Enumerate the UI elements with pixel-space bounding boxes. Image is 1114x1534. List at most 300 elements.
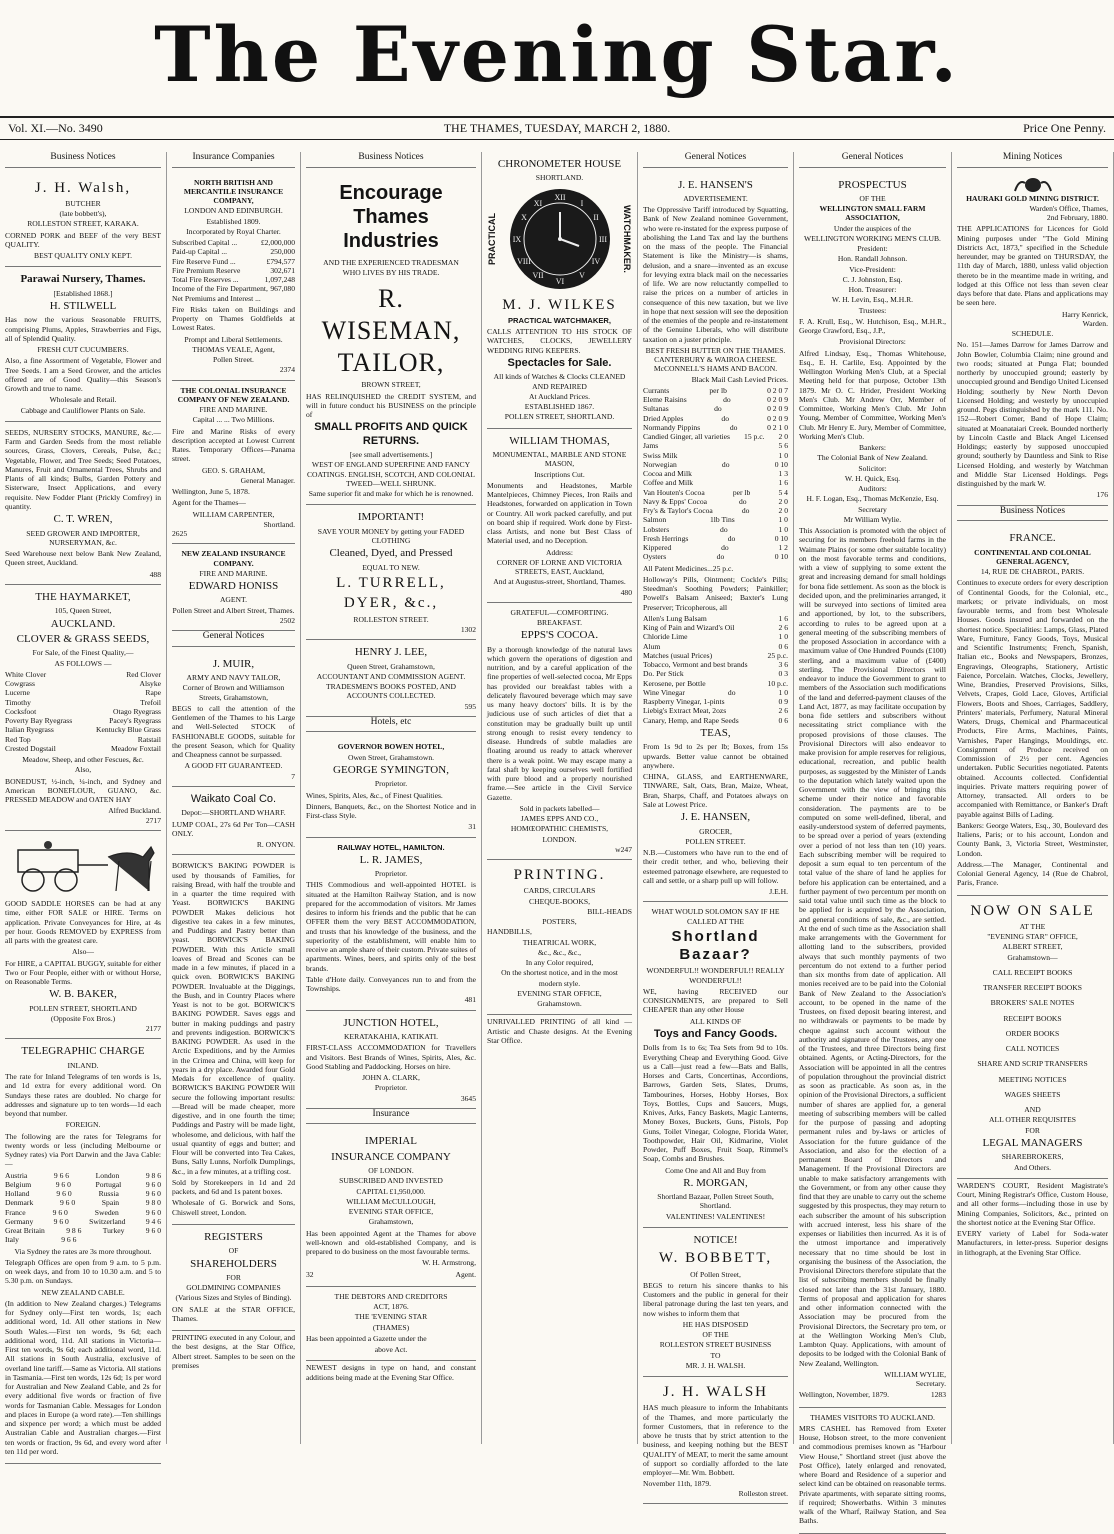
column-1 [0, 152, 167, 1456]
ad-text: Alfred Lindsay, Esq., Thomas Whitehouse, Esq., E. H. Carlile, Esq. Appointed by the Wellington Working Men's Club, at a Special Meeting held for that purpose, October 13th 1879. Mr O. C. Hrider, President Working Men's Club. Mr Andrew Orr, Member of Committee, Working Men's Club. Mr John Young, Member of Committee, Working Men's Club. Mr Henry E. Jury, Member of Committee, Working Men's Club. [799, 348, 946, 441]
medicine-row-cell: 0 3 [778, 669, 788, 679]
rate-row-cell: 9 6 0 [145, 1179, 161, 1189]
ad-line: POLLEN STREET, SHORTLAND [29, 1003, 137, 1013]
ad-line: C. J. Johnston, Esq. [842, 274, 903, 284]
medicine-row-cell: 1 0 [778, 632, 788, 642]
ad-title: INSURANCE COMPANY [331, 1150, 451, 1163]
ad-line: Under the auspices of the [833, 223, 912, 233]
tariff-row-cell: Cocoa and Milk [643, 469, 692, 479]
ad-line: BEST QUALITY ONLY KEPT. [34, 251, 132, 261]
figure-row-cell: Fire Reserve Fund ... [172, 256, 236, 266]
ad-line: Pollen Street and Albert Street, Thames. [172, 605, 295, 615]
rate-row [5, 1217, 161, 1226]
rate-row-cell: Austria [5, 1170, 28, 1180]
ad-line: VALENTINES! VALENTINES! [665, 1211, 766, 1221]
cashel-ad [799, 1408, 946, 1534]
tariff-row [643, 478, 788, 487]
ad-line: FOR [226, 1272, 241, 1282]
rate-row [5, 1189, 161, 1198]
rate-row-cell: 9 6 0 [145, 1226, 161, 1236]
ad-line: SUBSCRIBED AND INVESTED [339, 1176, 443, 1186]
tariff-row-cell: Lobsters [643, 524, 670, 534]
ad-title: THE HAYMARKET, [35, 590, 131, 603]
medicine-row-cell: Matches (usual Prices) [643, 650, 713, 660]
rate-row-cell: Russia [98, 1189, 119, 1199]
ad-line: AT THE [1019, 921, 1046, 931]
france-ad [957, 526, 1108, 895]
date-line [799, 1390, 946, 1399]
ad-line: (THAMES) [372, 1322, 410, 1332]
wardens-court-notice: WARDEN'S COURT, Resident Magistrate's Court, Mining Registrar's Office, Custom House, and all other forms—including those in use by Mining Companies, Solicitors, &c., printed on the shortest notice at the Evening Star Office. [957, 1180, 1108, 1227]
tariff-row-cell: 5 6 [778, 441, 788, 451]
ad-line: WELLINGTON WORKING MEN'S CLUB. [804, 233, 941, 243]
svg-text:X: X [520, 212, 527, 222]
ad-number: 7 [291, 771, 295, 781]
tariff-row-cell: Currants [643, 385, 670, 395]
ad-title: W. B. BAKER, [49, 988, 117, 1001]
tariff-row-cell: 0 2 0 9 [767, 404, 788, 414]
ad-number: 2374 [279, 365, 295, 375]
ad-line: Sold in packets labelled— [519, 803, 600, 813]
unrivalled-notice: UNRIVALLED PRINTING of all kind —Artistic and Chaste designs. At the Evening Star Office. [487, 1017, 632, 1045]
ad-line: Prompt and Liberal Settlements. [184, 334, 283, 344]
ad-title: NORTH BRITISH AND MERCANTILE INSURANCE COMPANY, [183, 177, 284, 206]
ad-title: L. R. JAMES, [359, 853, 423, 866]
tariff-row-cell: Sultanas [643, 404, 669, 414]
ad-line: SAVE YOUR MONEY by getting your FADED CLOTHING [317, 526, 465, 546]
ad-number: 481 [464, 995, 476, 1005]
ad-title: NOTICE! [693, 1233, 738, 1246]
ad-line: AGENT. [219, 595, 248, 605]
ad-signature: W. H. Armstrong, [422, 1258, 476, 1268]
ad-line: HE HAS DISPOSED [682, 1319, 749, 1329]
wilkes-ad [487, 152, 632, 429]
ad-title: Cleaned, Dyed, and Pressed [329, 547, 453, 560]
svg-text:IV: IV [591, 256, 600, 266]
ad-number: 488 [149, 569, 161, 579]
ad-text: Has been appointed a Gazette under the [306, 1333, 427, 1343]
ad-number: 2717 [145, 815, 161, 825]
medicine-row-cell: Kerosene, per Bottle [643, 678, 706, 688]
ad-signature: R. ONYON. [256, 840, 295, 850]
ad-title: L. TURRELL, [336, 575, 446, 592]
ad-title: Waikato Coal Co. [190, 792, 277, 805]
ad-line: ARMY AND NAVY TAILOR, [186, 673, 281, 683]
figure-row-cell: £794,577 [266, 256, 295, 266]
tariff-row-cell: 5 4 [778, 487, 788, 497]
ad-line: WILLIAM McCULLOUGH, [346, 1196, 436, 1206]
tariff-row-cell: Norwegian [643, 459, 677, 469]
books-list [957, 968, 1108, 1099]
column-6 [794, 152, 952, 1526]
ad-line: ESTABLISHED 1867. [524, 402, 595, 412]
ad-number: 480 [620, 587, 632, 597]
medicine-row [643, 688, 788, 697]
ad-text: Wines, Spirits, Ales, &c., of Finest Qualities. [306, 790, 443, 800]
medicine-row-cell: King of Pain and Wizard's Oil [643, 623, 735, 633]
rate-row-cell: London [95, 1170, 120, 1180]
ad-line: General Manager. [240, 475, 295, 485]
ad-line: ROLLESTON STREET BUSINESS [659, 1340, 772, 1350]
ad-line: For Sale, of the Finest Quality,— [32, 648, 134, 658]
ad-title: THAMES VISITORS TO AUCKLAND. [810, 1412, 935, 1422]
ad-number: 1302 [460, 624, 476, 634]
ad-number: 2502 [279, 615, 295, 625]
ad-text: (In addition to New Zealand charges.) Telegrams for Sydney only—First ten words, 1s; each additional word, 1d. All other stations in New South Wales.—First ten words, 9s 6d; each additional word, 11d. All stations in Victoria—First ten words, 9s 6d; each additional word, 11d. All stations in South Australia, exclusive of overland line tariff.—Same as Victoria. All stations in Tasmania.—First ten words, 12s 6d; 1s per word for Australian and New Zealand Cable, and 2s for every additional five words or fraction of five words for Tasmanian Cable. Messages for London and places in Europe (a word rate).—Ten shillings and sixpence per word; a which must be added Australian Cable and Australian charges.—First ten words or fraction, 9s 6d, and every word after ten 11d per word. [5, 1298, 161, 1456]
rate-row-cell: Belgium [5, 1179, 32, 1189]
ad-line: SCHEDULE. [1011, 329, 1054, 339]
telegraph-ad [5, 1039, 161, 1464]
seed-row-cell: Rape [145, 688, 161, 698]
ad-text: FIRST-CLASS ACCOMMODATION for Travellers and Visitors. Best Brands of Wines, Spirits, Ales, &c. Good Stabling and Paddocking. Horses on hire. [306, 1043, 476, 1071]
ad-line: "EVENING STAR" OFFICE, [987, 932, 1078, 942]
section-head: Business Notices [957, 506, 1108, 522]
rate-row-cell: Turkey [102, 1226, 125, 1236]
thomas-ad [487, 429, 632, 603]
ad-line: POLLEN STREET. [685, 836, 746, 846]
ad-line: &c., &c., &c., [537, 947, 582, 957]
ad-line: And Others. [1013, 1162, 1052, 1172]
ad-line: OF LONDON. [368, 1166, 414, 1176]
masthead [0, 0, 1114, 110]
medicine-row-cell: 25 p.c. [767, 650, 788, 660]
ad-text: Wholesale of G. Borwick and Sons, Chiswell street, London. [172, 1198, 295, 1217]
medicine-row-cell: 0 9 [778, 697, 788, 707]
medicine-row-cell: 2 6 [778, 623, 788, 633]
ad-line: Hon. Treasurer: [848, 285, 897, 295]
rate-row [5, 1180, 161, 1189]
rate-row-cell: 9 6 0 [55, 1179, 71, 1189]
tariff-row-cell: Navy & Epps' Cocoa [643, 496, 708, 506]
ad-text: For HIRE, a CAPITAL BUGGY, suitable for either Two or Four People, either with or without Horse, on Reasonable Terms. [5, 958, 161, 987]
seed-row-cell: Kentucky Blue Grass [96, 725, 161, 735]
seed-row [5, 707, 161, 716]
seed-row-cell: Timothy [5, 697, 31, 707]
ad-text: CALLS ATTENTION TO HIS STOCK OF WATCHES, CLOCKS, JEWELLERY WEDDING RING KEEPERS. [487, 327, 632, 355]
seed-row-cell: Meadow Foxtail [111, 743, 161, 753]
seed-row [5, 744, 161, 753]
tariff-row [643, 488, 788, 497]
dateline-center: THE THAMES, TUESDAY, MARCH 2, 1880. [443, 121, 671, 135]
tariff-row-cell: do [721, 543, 729, 553]
ad-line: Warden. [1082, 318, 1108, 328]
ad-line: HOMŒOPATHIC CHEMISTS, [510, 824, 609, 834]
ad-signature: J.E.H. [769, 887, 788, 897]
seed-row-cell: Cocksfoot [5, 706, 37, 716]
tariff-row-cell: Eleme Raisins [643, 395, 687, 405]
tariff-row [643, 525, 788, 534]
tariff-row-cell: 1 0 [778, 524, 788, 534]
ad-headline: Toys and Fancy Goods. [653, 1027, 778, 1040]
ad-title: H. STILWELL [49, 300, 117, 313]
seed-row [5, 716, 161, 725]
nz-insurance-ad [172, 544, 295, 631]
tariff-row-cell: per lb [732, 487, 751, 497]
medicine-row-cell: 0 6 [778, 641, 788, 651]
medicine-row [643, 623, 788, 632]
ad-line: ROLLESTON STREET, KARAKA. [27, 219, 139, 229]
rate-row [5, 1208, 161, 1217]
figure-row-cell: £2,000,000 [260, 238, 295, 248]
walsh-notice-ad [643, 1377, 788, 1504]
ad-title: CLOVER & GRASS SEEDS, [16, 632, 150, 645]
ad-line: ROLLESTON STREET. [353, 614, 429, 624]
bowen-ad [306, 737, 476, 837]
ad-title: CHRONOMETER HOUSE [497, 158, 622, 170]
clock-icon [505, 184, 615, 294]
ad-text: By a thorough knowledge of the natural laws which govern the operations of digestion and nutrition, and by a careful application of the fine properties of well-selected cocoa, Mr Epps has provided our breakfast tables with a delicately flavoured beverage which may save us many heavy doctors' bills. It is by the judicious use of such articles of diet that a constitution may be gradually built up until strong enough to resist every tendency to disease. Hundreds of subtle maladies are floating around us ready to attack wherever there is a weak point. We may escape many a fatal shaft by keeping ourselves well fortified with pure blood and a properly nourished frame.—See article in the Civil Service Gazette. [487, 644, 632, 802]
masthead-title: The Evening Star. [154, 10, 960, 99]
ad-title: IMPORTANT! [357, 511, 425, 524]
ad-line: GROCER, [699, 826, 732, 836]
rate-row-cell: 9 6 0 [145, 1189, 161, 1199]
ad-line: Grahamstown, [368, 1217, 414, 1227]
tariff-row-cell: Dried Apples [643, 413, 684, 423]
medicine-row [643, 651, 788, 660]
tariff-row [643, 432, 788, 441]
ad-line: Grahamstown— [1007, 952, 1058, 962]
ad-text: N.B.—Customers who have run to the end of their credit tether, and who, believing their esteemed patronage elsewhere, are requested to call and settle, or a sharp pull up will follow. [643, 848, 788, 885]
ad-line: Trustees: [858, 305, 887, 315]
tariff-row-cell: 1 0 [778, 450, 788, 460]
ad-line: In any Color required, [525, 958, 594, 968]
medicine-row-cell: 1 0 [778, 687, 788, 697]
rate-row-cell: 9 8 0 [145, 1198, 161, 1208]
rate-row-cell: Germany [5, 1216, 34, 1226]
medicine-row [643, 660, 788, 669]
medicine-row-cell: Wine Vinegar [643, 687, 685, 697]
ad-signature: Harry Kenrick, [1062, 309, 1108, 319]
column-3 [301, 152, 482, 1444]
seed-row-cell: Otago Ryegrass [113, 706, 161, 716]
tariff-row [643, 469, 788, 478]
figure-row-cell: 1,097,248 [264, 275, 295, 285]
tariff-row-cell: 2 0 [778, 506, 788, 516]
ad-line: THE 'EVENING STAR [354, 1312, 428, 1322]
ad-line: THEATRICAL WORK, [522, 937, 597, 947]
figure-row [172, 275, 295, 284]
rate-row-cell: Great Britain [5, 1226, 45, 1236]
ad-line: 2nd February, 1880. [1046, 213, 1108, 223]
tariff-row-cell: do [721, 413, 729, 423]
svg-text:VI: VI [555, 276, 564, 286]
ad-line: GRATEFUL—COMFORTING. [510, 607, 609, 617]
ad-line: Proprietor. [374, 779, 408, 789]
section-head: General Notices [172, 631, 295, 647]
ad-title: RAILWAY HOTEL, HAMILTON. [337, 842, 445, 852]
on-sale-ad [957, 896, 1108, 1179]
ad-text: SEEDS, NURSERY STOCKS, MANURE, &c.—Farm and Garden Seeds from the most reliable sources, Grass, Clovers, Cereals, Pulse, &c.; Vegetable, Flower, and Tree Seeds; Seed Potatoes, Manures, Fruit and Ornamental Trees, Shrubs and Plants of all kinds; Bulbs, Garden Pottery and Sisterware, Insect Applications, and every requisite. New Fodder Plant (Prickly Comfrey) in quantity. [5, 427, 161, 511]
ad-title: NEW ZEALAND INSURANCE COMPANY. [181, 549, 286, 568]
ad-title: GOVERNOR BOWEN HOTEL, [337, 742, 445, 752]
railway-hotel-ad [306, 838, 476, 1011]
ad-title: TEAS, [700, 726, 731, 739]
ad-line: A GOOD FIT GUARANTEED. [184, 761, 283, 771]
svg-text:V: V [578, 270, 585, 280]
ad-title: SHAREHOLDERS [190, 1257, 277, 1270]
tariff-row-cell: 1lb Tins [710, 515, 735, 525]
svg-text:IX: IX [512, 234, 521, 244]
medicine-row-cell: Liebig's Extract Meat, 2ozs [643, 706, 727, 716]
ad-text: HAS RELINQUISHED the CREDIT SYSTEM, and will in future conduct his BUSINESS on the principle of [306, 391, 476, 420]
ad-line: INLAND. [67, 1060, 99, 1070]
ad-line: JAMES EPPS AND CO., [520, 814, 599, 824]
tariff-row-cell: do [741, 506, 750, 516]
ad-line: Same superior fit and make for which he is renowned. [308, 489, 474, 499]
ad-title: J. E. HANSEN'S [678, 178, 753, 191]
tariff-row-cell: Candied Ginger, all varieties [643, 432, 730, 442]
ad-number: 595 [464, 701, 476, 711]
ad-text: From 1s 9d to 2s per lb; Boxes, from 15s upwards. Better value cannot be obtained anywhere. [643, 742, 788, 770]
tariff-row [643, 543, 788, 552]
ad-line: above Act. [374, 1345, 408, 1355]
seed-row [5, 698, 161, 707]
ad-line: Come One and All and Buy from [665, 1165, 766, 1175]
column-7 [952, 152, 1114, 1444]
ad-line: CHEQUE-BOOKS, [529, 896, 590, 906]
tariff-row [643, 534, 788, 543]
ad-line: [see small advertisements.] [349, 450, 433, 460]
walsh-ad [5, 173, 161, 268]
ad-line: Queen Street, Grahamstown, [347, 661, 435, 671]
seed-row-cell: Crested Dogstail [5, 743, 56, 753]
ad-line: MONUMENTAL, MARBLE AND STONE MASON, [492, 450, 627, 469]
ad-line: TO [710, 1350, 721, 1360]
debtors-ad [306, 1287, 476, 1362]
newest-notice: NEWEST designs in type on hand, and constant additions being made at the Evening Star Office. [306, 1363, 476, 1382]
tariff-row-cell: Swiss Milk [643, 450, 678, 460]
medicine-table [643, 614, 788, 725]
ad-text: Dinners, Banquets, &c., on the Shortest Notice and in First-class Style. [306, 801, 476, 821]
ad-line: Owen Street, Grahamstown. [347, 752, 435, 762]
tariff-row [643, 460, 788, 469]
ad-line: November 11th, 1879. [643, 1479, 712, 1489]
rate-row-cell: Sweden [94, 1207, 119, 1217]
ad-line: Warden's Office, Thames, [1029, 203, 1108, 213]
colonial-insurance-ad [172, 381, 295, 545]
ad-text: Has now the various Seasonable FRUITS, comprising Plums, Apples, Strawberries and Figs, all of Splendid Quality. [5, 315, 161, 343]
tariff-row-cell: do [720, 524, 728, 534]
seeds-list [5, 670, 161, 753]
ad-line: [Established 1868.] [53, 288, 113, 298]
ad-line: ACCOUNTANT AND COMMISSION AGENT. [316, 671, 466, 681]
rate-row-cell: Portugal [95, 1179, 122, 1189]
ad-text: No. 151—James Darrow for James Darrow and John Bowler, Columbia Claim; nine ground and two roods; situated at Punga Flat; bounded northerly by unoccupied ground; easterly by unoccupied ground and Bendigo United Licensed Holding; southerly by New North Devon Licensed Holding; and westerly by unoccupied ground. Pegs distinguished by the mark 111. No. 152—Robert Comer, Band of Hope Claim; situated at Moanataiari Creek. Bounded northerly by Lincoln Castle and Black Angel Licensed Holdings; easterly by supposed unoccupied ground; southerly by Dauntless and Sink to Rise Licensed Holding, and westerly by Watchman and Middle Star Licensed Holdings. Pegs distinguished by the mark W. [957, 340, 1108, 489]
ad-title: HENRY J. LEE, [354, 646, 428, 659]
tariff-row-cell: 1 6 [778, 478, 788, 488]
medicine-row [643, 716, 788, 725]
rate-row-cell: 9 6 0 [53, 1216, 69, 1226]
ad-line: H. F. Logan, Esq., Thomas McKenzie, Esq. [806, 494, 939, 504]
seed-row-cell: Red Clover [126, 669, 161, 679]
ad-line: Wholesale and Retail. [49, 395, 117, 405]
figure-row [172, 284, 295, 303]
medicine-row [643, 632, 788, 641]
ad-text: Agent for the Thames— [172, 498, 246, 508]
ad-line: FIRE AND MARINE. [199, 405, 268, 415]
tariff-row-cell: do [723, 395, 731, 405]
ad-headline: Encourage Thames Industries [339, 181, 443, 253]
rate-row-cell: 9 6 0 [56, 1189, 72, 1199]
horse-cart-illustration [5, 835, 161, 895]
figure-row-cell: Income of the Fire Department, Net Premiums and Interest ... [172, 284, 268, 303]
ad-line: Vice-President: [849, 264, 896, 274]
ad-title: R. MORGAN, [683, 1176, 748, 1189]
figure-row [172, 257, 295, 266]
ad-text: Fire and Marine Risks of every description accepted at Lowest Current Rates. Temporary Offices—Panama street. [172, 426, 295, 464]
ad-title: CONTINENTAL AND COLONIAL GENERAL AGENCY, [974, 547, 1091, 566]
rate-row-cell: 9 8 6 [66, 1226, 82, 1236]
dateline-volume: Vol. XI.—No. 3490 [8, 121, 103, 135]
hansen-ad [643, 173, 788, 903]
ad-line: AS FOLLOWS — [54, 658, 112, 668]
ad-line: modern style. [538, 978, 581, 988]
rate-row [5, 1171, 161, 1180]
ad-text: GOOD SADDLE HORSES can be had at any time, either FOR SALE or HIRE. Terms on application. Private Conveyances for Hire, at 4s per hour. Goods REMOVED by EXPRESS from all parts with the greatest care. [5, 899, 161, 946]
medicine-row-cell: 3 6 [778, 660, 788, 670]
ad-line: Cabbage and Cauliflower Plants on Sale. [20, 405, 146, 415]
ad-line: CORNER OF LORNE AND VICTORIA STREETS, EAST, Auckland, [496, 557, 623, 577]
tariff-row-cell: 2 0 [778, 432, 788, 442]
medicine-row-cell: Canary, Hemp, and Rape Seeds [643, 715, 739, 725]
rate-row [5, 1235, 161, 1244]
tariff-row [643, 451, 788, 460]
ad-title: WELLINGTON SMALL FARM ASSOCIATION, [819, 204, 926, 223]
ad-text: Wellington, June 5, 1878. [172, 487, 250, 497]
rate-row-cell: 9 6 0 [52, 1207, 68, 1217]
ad-line: ACT, 1876. [373, 1302, 409, 1312]
ad-line: BILL-HEADS [587, 906, 632, 916]
ad-line: Auditors: [858, 484, 887, 494]
watchmaker-label: WATCHMAKER. [622, 204, 632, 273]
ad-title: J. MUIR, [212, 657, 255, 670]
medicine-row-cell: 2 6 [778, 706, 788, 716]
ad-line: Incorporated by Royal Charter. [186, 226, 281, 236]
ad-line: MR. J. H. WALSH. [685, 1360, 746, 1370]
ad-text: HAS much pleasure to inform the Inhabitants of the Thames, and more particularly the former Customers, that in reference to the above he trusts that by strict attention to the business, and keeping nothing but the BEST QUALITY of MEAT, to merit the same amount of support so cordially afforded to the late employer—Mr. Wm. Bobbett. [643, 1403, 788, 1478]
ad-line: Also— [72, 947, 94, 957]
ad-line: BREAKFAST. [536, 618, 583, 628]
section-head: Mining Notices [957, 152, 1108, 168]
ad-line: W. H. Quick, Esq. [844, 473, 901, 483]
ad-number: w247 [615, 844, 632, 854]
ad-line: EQUAL TO NEW. [362, 562, 420, 572]
ad-line: FOR [1025, 1125, 1040, 1135]
ad-line: Inscriptions Cut. [534, 469, 585, 479]
tariff-head: Black Mail Cash Levied Prices. [691, 374, 788, 384]
tariff-row-cell: 0 2 1 0 [767, 422, 788, 432]
medicine-row-cell: 10 p.c. [767, 678, 788, 688]
bobbett-ad [643, 1228, 788, 1377]
rate-row-cell: Denmark [5, 1198, 34, 1208]
ad-title: HAURAKI GOLD MINING DISTRICT. [966, 193, 1099, 203]
ad-title: C. T. WREN, [53, 513, 113, 526]
ad-text: BEGS to return his sincere thanks to his Customers and the public in general for their liberal patronage during the last ten years, and now wishes to inform them that [643, 1280, 788, 1318]
ad-line: BROWN STREET, [361, 380, 421, 390]
ad-text: CORNED PORK and BEEF of the very BEST QUALITY. [5, 230, 161, 249]
ad-line: Shortland Bazaar, Pollen Street South, Shortland. [657, 1192, 774, 1211]
rate-row-cell: Spain [101, 1198, 120, 1208]
ad-text: MRS CASHEL has Removed from Exeter House, Hobson street, to the more convenient and commodious premises known as "Harbour View House," Shortland street (just above the Post Office), lately enlarged and renovated, where Board and Residence of a superior and select kind can be obtained on reasonable terms. Private apartments, with separate sitting rooms, if required; Showerbaths. Within 3 minutes walk of the Wharf, Railway Station, and Sea Baths. [799, 1423, 946, 1526]
ad-line: All Patent Medicines...25 p.c. [643, 563, 734, 573]
tariff-row [643, 414, 788, 423]
medicine-row [643, 706, 788, 715]
figure-row-cell: Total Fire Reserves ... [172, 275, 239, 285]
ad-line: At Auckland Prices. [529, 391, 590, 401]
figure-row-cell: Fire Premium Reserve [172, 265, 241, 275]
ad-line: Bankers: [859, 443, 886, 453]
tariff-row-cell: 1 0 [778, 515, 788, 525]
